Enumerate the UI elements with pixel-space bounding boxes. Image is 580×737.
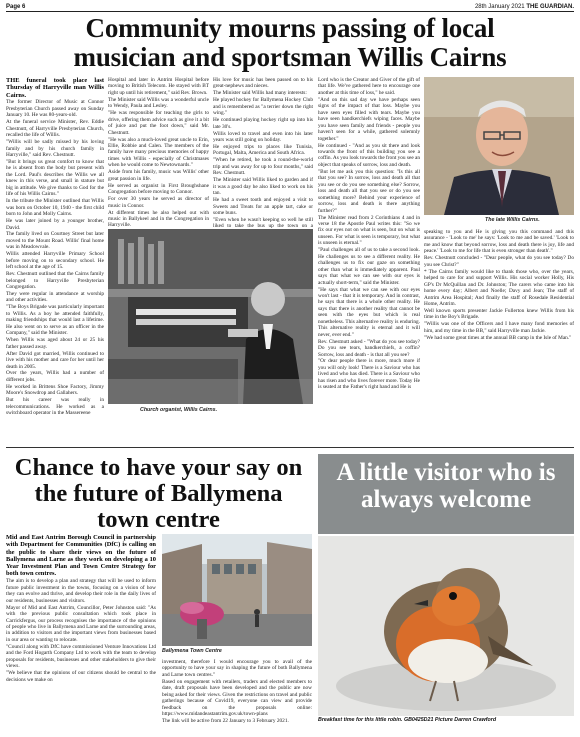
paragraph: His love for music has been passed on to his great-nephews and nieces. (213, 77, 313, 90)
story2-column-1 (6, 534, 156, 734)
paragraph: After David got married, Willis continued to live with his mother and care for her until her death in 2005. (6, 350, 104, 370)
church-organist-image (108, 229, 313, 404)
paragraph: But his career was really in telecommunications. He worked as a switchboard operator in the Massereene (6, 397, 104, 417)
story1-column-5 (424, 229, 574, 443)
paragraph: The Minister said Willis liked to garden and if it was a good day he also liked to work on his tan. (213, 177, 313, 197)
paragraph: The former Director of Music at Connor Presbyterian Church passed away on Sunday January 10. He was 80-years-old. (6, 99, 104, 119)
paragraph: "Paul challenges all of us to take a second look. He challenges us to see a different reality. He challenges us to fix our gaze on something other than what is immediately apparent. Paul says that what we can see with our eyes is actually short-term," said the Minister. (318, 247, 420, 286)
paragraph: Willis loved to travel and even into his later years was still going on holiday. (213, 130, 313, 144)
paragraph: * The Cairns family would like to thank those who, over the years, helped to care for and support Willis. His social worker Holly, His GP's Dr McQuillan and Dr. Johnston; The carers who came into his home every day; Albert and Noelle; Davy and Jean; The staff of Antrim Area Hospital; And finally the staff of Rosedale Residential Home, Antrim. (424, 268, 574, 307)
story2-headline: Chance to have your say on the future of Ballymena town centre (14, 454, 303, 533)
paragraph: He continued playing hockey right up into his late 30's. (213, 117, 313, 130)
paragraph: He had a sweet tooth and enjoyed a visit to Sweets and Treats for an apple tart, cake or some buns. (213, 197, 313, 217)
paragraph: Mid and East Antrim Borough Council in partnership with Department for Communities (DfC) is calling on the public to share their views on the future of Ballymena and Larne as they work on developing a 10 Year Investment Plan and Town Centre Strategy for both town centres. (6, 534, 156, 578)
paragraph: investment, therefore I would encourage you to avail of the opportunity to have your say in shaping the future of both Ballymena and Larne town centres." (162, 659, 312, 678)
story1-headline-line1: Community mourns passing of local (85, 13, 495, 43)
story1-headline (6, 14, 574, 72)
paragraph: When Willis was aged about 24 or 25 his father passed away. (6, 337, 104, 350)
paragraph: "Willis was one of the Officers and I have many fond memories of him, and my time in the BB," said Harryville man Jackie. (424, 321, 574, 334)
paragraph: He worked in Brittens Shoe Factory, Jimmy Moore's Snowdrop and Gallahers. (6, 383, 104, 397)
paragraph: "He says that what we can see with our eyes won't last - that it is temporary. And in contrast, he says that there is a whole other reality. He says that there is another reality that cannot be seen with the eyes but which is real nonetheless. This alternative reality is enduring. This alternative reality is eternal and it will never, ever end." (318, 286, 420, 338)
paragraph: "He was also a much-loved great uncle to Erin, Ellie, Robbie and Calen. The members of the family have many precious memories of happy times with Willis - especially of Christmases when he would come to Newtownards." (108, 136, 209, 169)
story1-headline-line2: musician and sportsman Willis Cairns (73, 42, 507, 72)
paragraph: The Minister said Willis was a wonderful uncle to Wendy, Paula and Lesley. (108, 96, 209, 110)
paragraph: The link will be active from 22 January to 3 February 2021. (162, 718, 289, 725)
story2-column-2 (162, 659, 312, 734)
paragraph: "We had some great times at the annual BB camp in the Isle of Man." (424, 334, 572, 341)
church-organist-caption: Church organist, Willis Cairns. (140, 407, 218, 413)
paragraph: Over the years, Willis had a number of different jobs. (6, 370, 104, 383)
paragraph: At the funeral service Minister, Rev. Eddie Chestnutt, of Harryville Presbyterian Church, recalled the life of Willis. (6, 119, 104, 139)
page-number: Page 6 (6, 4, 26, 10)
paragraph: He played hockey for Ballymena Hockey Club and is remembered as "a terrier down the right wing." (213, 97, 313, 117)
story1-column-2 (108, 77, 209, 229)
paragraph: speaking to you and He is giving you this command and this assurance - 'Look to me' he says: 'Look to me and be saved.' 'Look to me and know that beyond sorrow, loss and death there is joy, life and peace.' 'Look to me for life that is even stronger than death'." (424, 229, 574, 255)
paragraph: Rev. Chestnutt outlined that the Cairns family belonged to Harryville Presbyterian Congregation. (6, 271, 104, 291)
willis-portrait-photo (424, 77, 574, 215)
paragraph: The Minister said Willis had many interests: (213, 90, 307, 97)
paragraph: The Minister read from 2 Corinthians 4 and in verse 18 the Apostle Paul writes this: "So we fix our eyes not on what is seen, but on what is unseen. For what is seen is temporary, but what is unseen is eternal." (318, 214, 420, 247)
paragraph: Aside from his family, music was Willis' other great passion in life. (108, 169, 209, 182)
paragraph: Mayor of Mid and East Antrim, Councillor, Peter Johnston said: "As with the previous public consultation which took place in Carrickfergus, our process recognises the importance of the opinions of people who live in Ballymena and Larne and the surrounding areas, in addition to visitors and the important views from businesses based in our area or wanting to relocate. (6, 604, 156, 643)
paragraph: Rev. Chestnutt concluded - "Dear people, what do you see today? Do you see Christ?" (424, 255, 574, 268)
paragraph: "Or dear people there is more, much more if you will only look! There is a Saviour who has lived and who has died. There is a Saviour who has risen and who lives forever more. Today He is seated at the Father's right hand and He is (318, 358, 420, 391)
paragraph: He enjoyed trips to places like Tunisia, Portugal, Malta, America and South Africa. (213, 144, 313, 157)
story1-column-3 (213, 77, 313, 230)
story1-column-1 (6, 77, 104, 443)
story1-column-4 (318, 77, 420, 443)
section-rule (6, 447, 574, 448)
paragraph: In the tribute the Minister outlined that Willis was born on October 10, 1940 - the first child born to John and Molly Cairns. (6, 198, 104, 218)
paragraph: They were regular in attendance at worship and other activities. (6, 291, 104, 304)
willis-portrait-image (424, 77, 574, 215)
paragraph: He continued - "And as you sit there and look towards the front of this building you see a coffin. As you look towards the front you see an object that speaks of sorrow, loss and death. (318, 142, 420, 168)
story3-headline: A little visitor who is always welcome (318, 454, 574, 534)
paragraph: THE funeral took place last Thursday of Harryville man Willis Cairns. (6, 77, 104, 99)
paragraph: "But let me ask you this question: "Is this all that you see? In sorrow, loss and death all that you see or do you see something else? Sorrow, loss and death all that you see or do you see something more? Behind your experience of sorrow, loss and death is there anything further?" (318, 168, 420, 214)
folio-paper-name: THE GUARDIAN. (526, 4, 574, 10)
town-centre-image (162, 534, 312, 646)
paragraph: "Council along with DfC have commissioned Venture Innovations Ltd and the Ford Hogarth Company Ltd to work with the team to develop proposals for residents, businesses and other stakeholders to give their views. (6, 643, 156, 670)
paragraph: Based on engagement with retailers, traders and elected members to date, draft proposals have been developed and the public are now being asked for their views. Given the restrictions on travel and public gatherings because of Covid19, everyone can view and provide feedback on the proposals online: https://www.midandeastantrim.gov.uk/town-plans (162, 678, 312, 718)
robin-photo (318, 536, 574, 716)
folio-date: 28th January 2021 (474, 4, 525, 10)
paragraph: "And on this sad day we have perhaps seen signs of the impact of that loss. Maybe you have seen eyes filled with tears. Maybe you have seen handkerchiefs wiping faces. Maybe you have seen family and friends - people you haven't seen for a while, gathered solemnly together." (318, 96, 420, 142)
paragraph: "Willis will be sadly missed by his loving family and by his church family in Harryville," said Rev. Chestnutt. (6, 139, 104, 159)
paragraph: At different times he also helped out with music in Ballykeel and in the Congregation in Harryville. (108, 209, 209, 229)
paragraph: "The Boys Brigade was particularly important to Willis. As a boy he attended faithfully, making friendships that would last a lifetime. He also went on to serve as an officer in the Company," said the Minister. (6, 304, 104, 337)
paragraph: Rev. Chestnutt asked - "What do you see today? Do you see tears, handkerchiefs, a coffin? Sorrow, loss and death - is that all you see? (318, 338, 420, 358)
paragraph: He served as organist in First Broughshane Congregation before moving to Connor. (108, 182, 209, 196)
town-centre-photo (162, 534, 312, 646)
visitor-feature (318, 454, 574, 734)
paragraph: He was later joined by a younger brother, David. (6, 218, 104, 231)
church-organist-photo (108, 229, 313, 404)
paragraph: The family lived on Courtney Street but later moved to the Mount Road. Willis' final home was in Meadowvale. (6, 231, 104, 251)
paragraph: Hospital and later in Antrim Hospital before moving to British Telecom. He stayed with BT right up until his retirement," said Rev. Brown. (108, 77, 209, 96)
folio-date-paper (475, 4, 574, 10)
top-rule (6, 11, 574, 12)
paragraph: Well known sports presenter Jackie Fullerton knew Willis from his time in the Boy's Brigade. (424, 307, 574, 321)
paragraph: "Even when he wasn't keeping so well he still liked to take the bus up the town on a (213, 217, 313, 230)
paragraph: "But it brings us great comfort to know that he is absent from the body but present with the Lord. Paul's describes the Willis we all knew in this verse, and small in stature but big in attitude. We give thanks to God for the life of his Willis Cairns." (6, 158, 104, 198)
paragraph: "When he retired, he took a round-the-world trip and was away for up to four months," said Rev. Chestnutt. (213, 157, 313, 177)
paragraph: For over 30 years he served as director of music in Connor. (108, 196, 209, 209)
robin-caption: Breakfast time for this little robin. GB0425D21 Picture Darren Crawford (318, 717, 497, 723)
paragraph: Willis attended Harryville Primary School before moving on to secondary school. He left school at the age of 15. (6, 251, 104, 271)
paragraph: Lord who is the Creator and Giver of the gift of that life. We've gathered here to encourage one another at this time of loss," he said. (318, 77, 420, 96)
paragraph: The aim is to develop a plan and strategy that will be used to inform future public investment in the towns, focusing on a vision of how they can evolve and thrive, and develop their role in the daily lives of our residents, businesses and visitors. (6, 578, 156, 604)
town-centre-caption: Ballymena Town Centre (162, 648, 222, 654)
paragraph: "He was responsible for teaching the girls to drive, offering them advice such as give it a bit of juice and put the foot down," said Mr. Chestnutt. (108, 110, 209, 136)
willis-portrait-caption: The late Willis Cairns. (485, 217, 540, 223)
paragraph: "We believe that the opinions of our citizens should be central to the decisions we make on (6, 670, 156, 683)
robin-image (318, 536, 574, 716)
